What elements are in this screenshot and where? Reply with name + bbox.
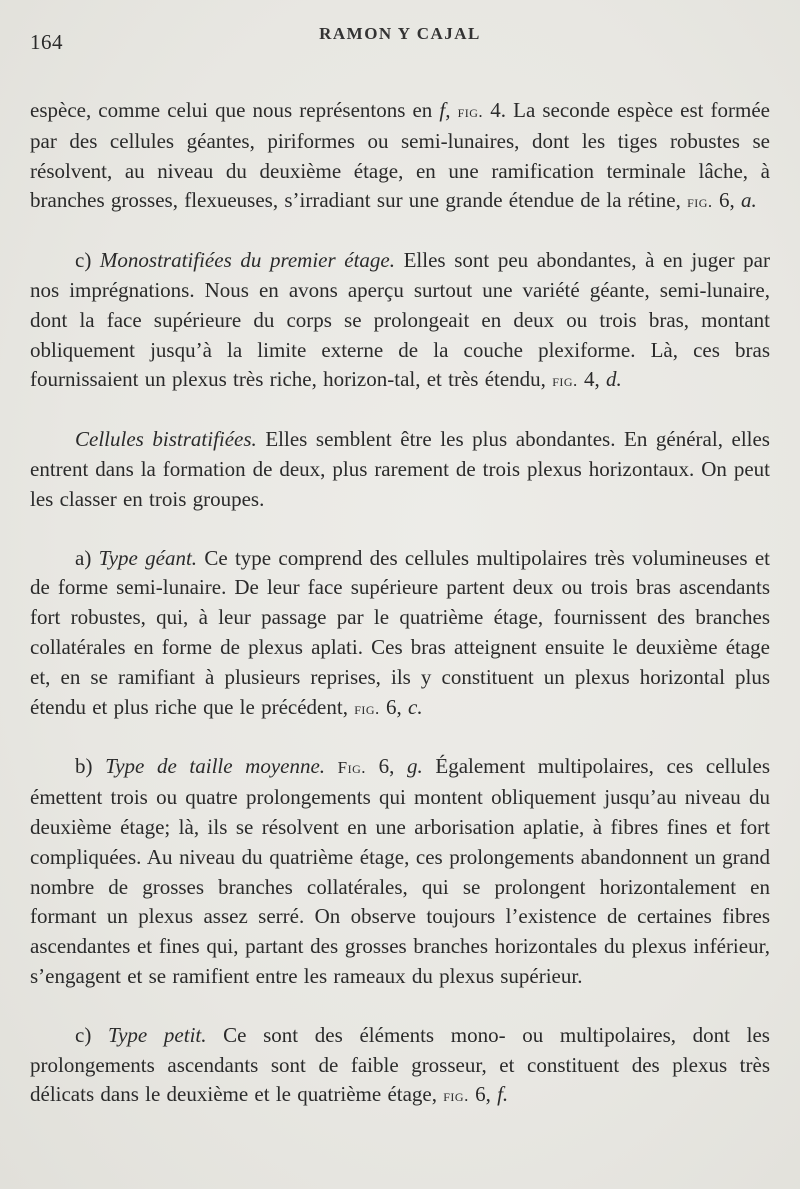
text-run: Elles semblent être les plus abondantes. En général, elles entrent dans la formation de deux, plus rarement de trois plexus horizontaux. On peut les classer en trois groupes. — [30, 427, 770, 511]
text-run: 6, — [366, 754, 408, 779]
figure-ref-run: fig. — [354, 698, 380, 718]
text-run: 6, — [468, 1082, 498, 1107]
paragraph-5 — [30, 752, 770, 991]
italic-run: g. — [407, 754, 423, 779]
text-run: Elles sont peu abondantes, à en juger par nos imprégnations. Nous en avons aperçu surtout une variété géante, semi-lunaire, dont la face supérieure du corps se prolongeait en deux ou trois bras, montant obliquement jusqu’à la limite externe de la couche plexiforme. Là, ces bras fournissaient un plexus très riche, horizon-tal, et très étendu, — [30, 248, 770, 392]
page-number: 164 — [30, 30, 63, 54]
figure-ref-run: fig. — [443, 1086, 469, 1106]
italic-run: Type de taille moyenne. — [105, 754, 326, 779]
italic-run: f. — [497, 1082, 509, 1107]
italic-run: c. — [408, 694, 423, 719]
figure-ref-run: fig. — [687, 192, 713, 212]
text-run: c) — [75, 248, 100, 273]
text-run — [325, 754, 338, 778]
text-run: Ce sont des éléments mono- ou multipolaires, dont les prolongements ascendants sont de faible grosseur, et constituent des plexus très délicats dans le deuxième et le quatrième étage, — [30, 1022, 770, 1107]
text-run: 6, — [712, 188, 741, 213]
figure-ref-run: Fig. — [337, 758, 367, 778]
italic-run: Monostratifiées du premier étage. — [99, 248, 395, 273]
italic-run: Cellules bistratifiées. — [75, 427, 257, 452]
text-run — [451, 98, 458, 122]
italic-run: Type petit. — [107, 1022, 207, 1047]
text-run: Ce type comprend des cellules multipolaires très volumineuses et de forme semi-lunaire. De leur face supérieure partent deux ou trois bras ascendants fort robustes, qui, à leur passage par le quatrième étage, fournissent des branches collatérales en forme de plexus aplati. Ces bras atteignent ensuite le deuxième étage et, en se ramifiant à plusieurs reprises, ils y constituent un plexus horizontal plus étendu et plus riche que le précédent, — [30, 545, 770, 719]
text-run: Également multipolaires, ces cellules émettent trois ou quatre prolongements qui montent obliquement jusqu’au niveau du deuxième étage; là, ils se résolvent en une arborisation aplatie, à fibres fines et fort compliquées. Au niveau du quatrième étage, ces prolongements abandonnent un grand nombre de grosses branches collatérales, qui se prolongent horizontalement en formant un plexus assez serré. On observe toujours l’existence de certaines fibres ascendantes et fines qui, partant des grosses branches horizontales du plexus inférieur, s’engagent et se ramifient entre les rameaux du plexus supérieur. — [30, 754, 771, 988]
paragraph-2 — [30, 246, 770, 396]
text-run: c) — [75, 1022, 108, 1047]
italic-run: Type géant. — [98, 545, 198, 570]
text-run: 4, — [577, 367, 607, 392]
text-run: a) — [75, 545, 99, 570]
body-text — [30, 96, 770, 1111]
running-title: RAMON Y CAJAL — [319, 24, 481, 43]
paragraph-6 — [30, 1021, 770, 1111]
text-run: espèce, comme celui que nous représentons en — [30, 98, 440, 122]
running-head — [30, 22, 770, 58]
text-run: b) — [75, 754, 106, 779]
figure-ref-run: fig. — [457, 102, 484, 121]
figure-ref-run: fig. — [552, 371, 578, 391]
paragraph-1 — [30, 96, 770, 217]
italic-run: d. — [606, 367, 622, 392]
paragraph-3 — [30, 425, 770, 514]
italic-run: a. — [740, 188, 757, 213]
text-run: 6, — [379, 694, 409, 719]
italic-run: f, — [439, 98, 451, 122]
paragraph-4 — [30, 544, 770, 724]
text-run: 4. La seconde espèce est formée par des cellules géantes, piriformes ou semi-lunaires, dont les tiges robustes se résolvent, au niveau du deuxième étage, en une ramification terminale lâche, à branches grosses, flexueuses, s’irradiant sur une grande étendue de la rétine, — [30, 98, 771, 213]
